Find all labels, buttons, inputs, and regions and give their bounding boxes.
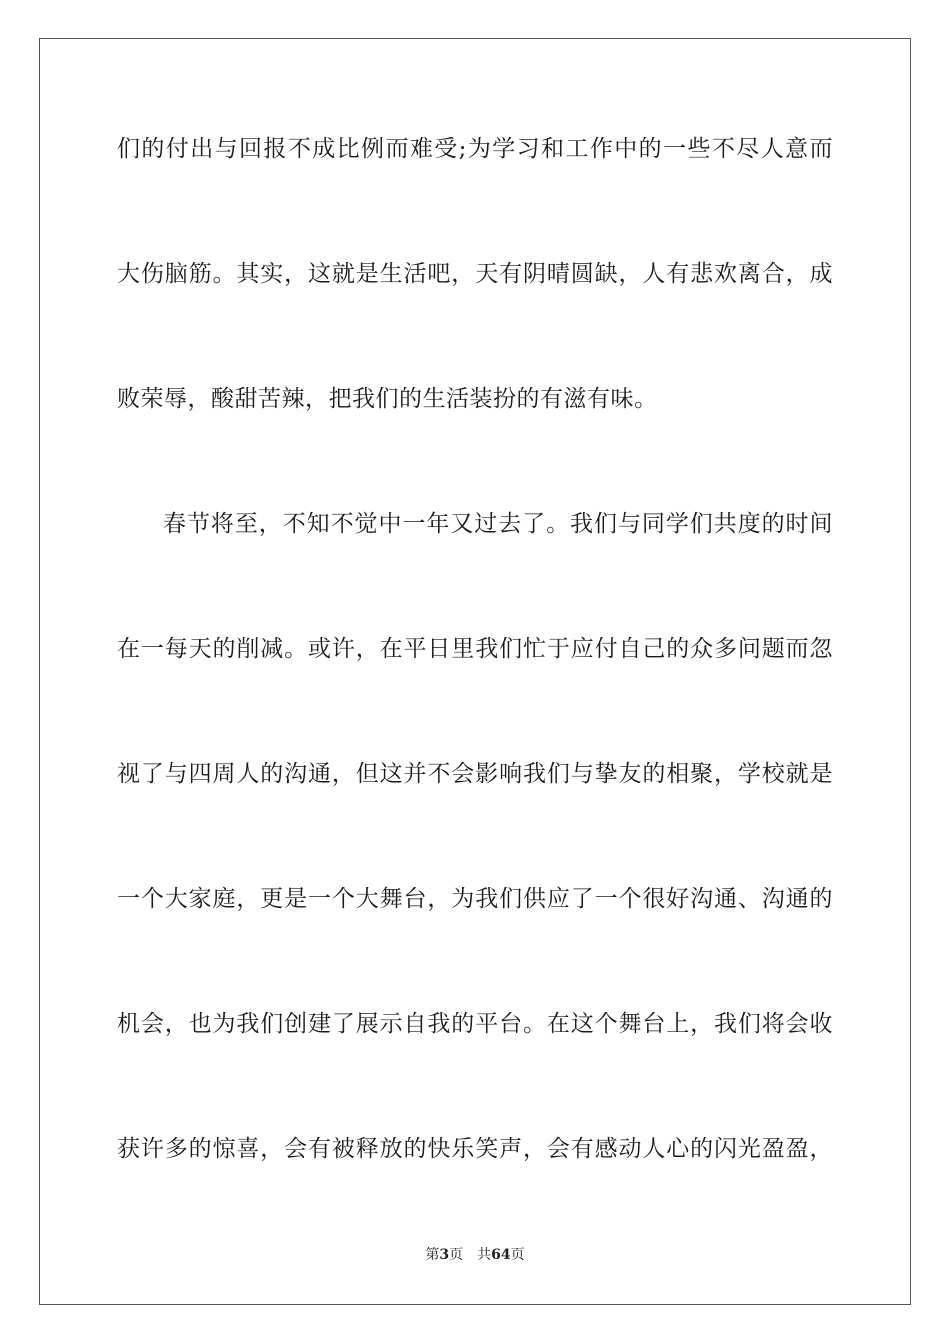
text-line-9: 获许多的惊喜，会有被释放的快乐笑声，会有感动人心的闪光盈盈， — [117, 1136, 833, 1162]
text-line-6: 视了与四周人的沟通，但这并不会影响我们与挚友的相聚，学校就是 — [117, 761, 833, 787]
page-footer — [0, 1246, 950, 1264]
text-line-8: 机会，也为我们创建了展示自我的平台。在这个舞台上，我们将会收 — [117, 1011, 833, 1037]
footer-page-prefix: 第 — [425, 1247, 440, 1263]
footer-total-suffix: 页 — [510, 1247, 525, 1263]
text-line-3: 败荣辱，酸甜苦辣，把我们的生活装扮的有滋有味。 — [117, 386, 658, 412]
footer-total-prefix: 共 — [477, 1247, 492, 1263]
text-line-7: 一个大家庭，更是一个大舞台，为我们供应了一个很好沟通、沟通的 — [117, 886, 833, 912]
footer-page-suffix: 页 — [449, 1247, 464, 1263]
page-border — [39, 38, 911, 1305]
footer-page-number: 3 — [439, 1247, 450, 1263]
footer-total-pages: 64 — [491, 1247, 511, 1263]
text-line-5: 在一每天的削减。或许，在平日里我们忙于应付自己的众多问题而忽 — [117, 636, 833, 662]
text-line-1: 们的付出与回报不成比例而难受;为学习和工作中的一些不尽人意而 — [117, 136, 833, 162]
text-line-2: 大伤脑筋。其实，这就是生活吧，天有阴晴圆缺，人有悲欢离合，成 — [117, 261, 833, 287]
text-line-4: 春节将至，不知不觉中一年又过去了。我们与同学们共度的时间 — [163, 511, 833, 537]
